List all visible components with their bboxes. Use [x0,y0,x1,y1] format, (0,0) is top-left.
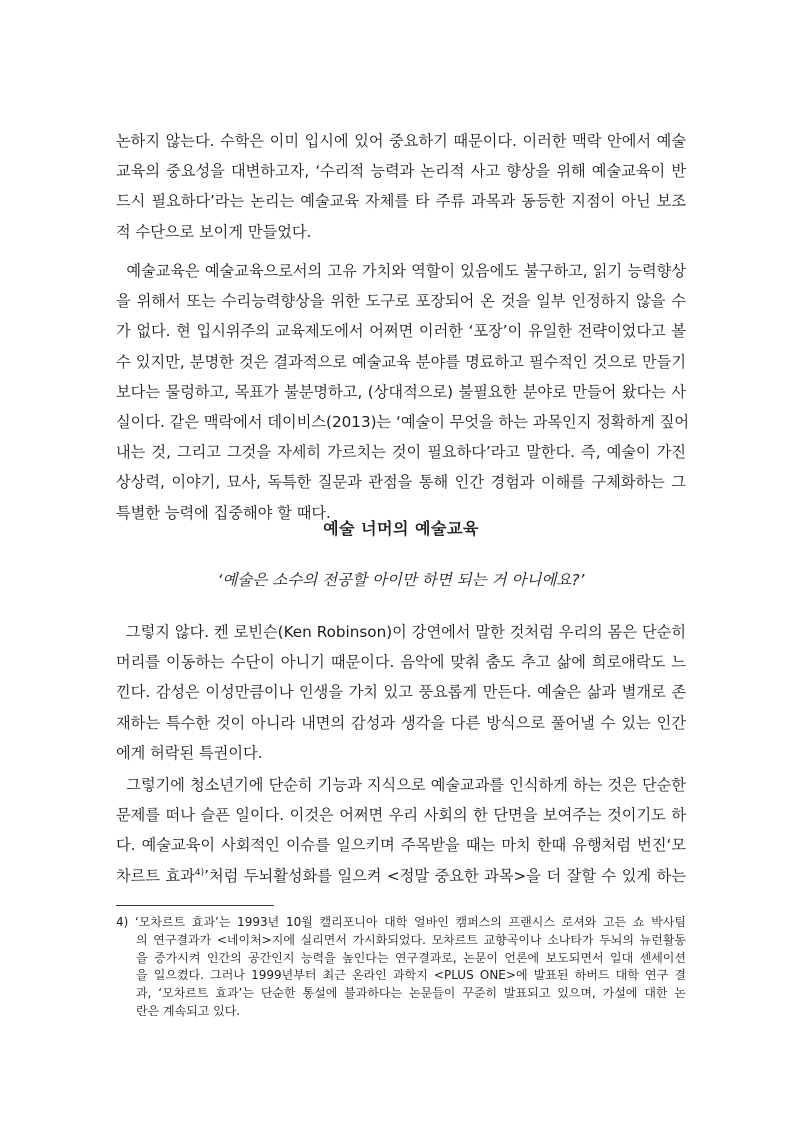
paragraph-line: 재하는 특수한 것이 아니라 내면의 감성과 생각을 다른 방식으로 풀어낼 수 있는 인간 [116,713,686,732]
paragraph-line: 다. 예술교육이 사회적인 이슈를 일으키며 주목받을 때는 마치 한때 유행처럼 번진‘모 [116,836,686,855]
paragraph-line: 가 없다. 현 입시위주의 교육제도에서 어쩌면 이러한 ‘포장’이 유일한 전략이었다고 볼 [116,322,686,341]
paragraph-line: 수 있지만, 분명한 것은 결과적으로 예술교육 분야를 명료하고 필수적인 것으로 만들기 [116,352,686,371]
paragraph-text: ’처럼 두뇌활성화를 일으켜 <정말 중요한 과목>을 더 잘할 수 있게 하는 [204,866,686,885]
section-heading: 예술 너머의 예술교육 [323,519,479,538]
footnote-line: 4) ‘모차르트 효과’는 1993년 10월 캘리포니아 대학 얼바인 캠퍼스의 프랜시스 로셔와 고든 쇼 박사팀 [116,915,686,929]
paragraph-line-with-footnote [116,861,686,891]
paragraph-text: 차르트 효과 [116,866,195,885]
paragraph-line: 보다는 물렁하고, 목표가 불분명하고, (상대적으로) 불필요한 분야로 만들어 왔다는 사 [116,382,686,401]
section-quote: ‘예술은 소수의 전공할 아이만 하면 되는 거 아니에요?’ [217,571,585,589]
paragraph-1 [116,126,686,247]
paragraph-line: 그렇기에 청소년기에 단순히 기능과 지식으로 예술교과를 인식하게 하는 것은 단순한 [116,776,686,794]
paragraph-line: 그렇지 않다. 켄 로빈슨(Ken Robinson)이 강연에서 말한 것처럼 우리의 몸은 단순히 [116,623,686,641]
footnote-reference[interactable]: 4) [194,867,205,878]
footnote-divider [116,905,274,906]
footnote-line: 을 증가시켜 인간의 공간인지 능력을 높인다는 연구결과로, 논문이 언론에 보도되면서 일대 센세이션 [136,950,686,965]
paragraph-line: 내는 것, 그리고 그것을 자세히 가르치는 것이 필요하다’라고 말한다. 즉, 예술이 가진 [116,443,686,462]
paragraph-line: 문제를 떠나 슬픈 일이다. 이것은 어쩌면 우리 사회의 한 단면을 보여주는 것이기도 하 [116,806,686,825]
paragraph-line: 머리를 이동하는 수단이 아니기 때문이다. 음악에 맞춰 춤도 추고 삶에 희로애락도 느 [116,653,686,672]
footnote-line: 과, ‘모차르트 효과’는 단순한 통설에 불과하다는 논문들이 꾸준히 발표되고 있으며, 가설에 대한 논 [136,986,686,1001]
paragraph-3 [116,617,686,768]
footnote-line: 란은 계속되고 있다. [136,1003,241,1018]
paragraph-line: 실이다. 같은 맥락에서 데이비스(2013)는 ‘예술이 무엇을 하는 과목인지 정확하게 짚어 [116,413,690,432]
paragraph-4 [116,770,686,891]
paragraph-line: 예술교육은 예술교육으로서의 고유 가치와 역할이 있음에도 불구하고, 읽기 능력향상 [116,262,686,280]
footnote [116,914,686,1021]
paragraph-line: 논하지 않는다. 수학은 이미 입시에 있어 중요하기 때문이다. 이러한 맥락 안에서 예술 [116,132,686,150]
paragraph-line: 드시 필요하다’라는 논리는 예술교육 자체를 타 주류 과목과 동등한 지점이 아닌 보조 [116,192,686,211]
paragraph-line: 적 수단으로 보이게 만들었다. [116,222,312,241]
footnote-line: 의 연구결과가 <네이처>지에 실리면서 가시화되었다. 모차르트 교향곡이나 소나타가 두뇌의 뉴런활동 [136,932,686,947]
paragraph-2 [116,256,690,528]
paragraph-line: 낀다. 감성은 이성만큼이나 인생을 가치 있고 풍요롭게 만든다. 예술은 삶과 별개로 존 [116,683,686,702]
paragraph-line: 특별한 능력에 집중해야 할 때다. [116,503,331,522]
paragraph-line: 을 위해서 또는 수리능력향상을 위한 도구로 포장되어 온 것을 일부 인정하지 않을 수 [116,292,686,311]
paragraph-line: 상상력, 이야기, 묘사, 독특한 질문과 관점을 통해 인간 경험과 이해를 구체화하는 그 [116,473,686,492]
paragraph-line: 교육의 중요성을 대변하고자, ‘수리적 능력과 논리적 사고 향상을 위해 예술교육이 반 [116,162,686,181]
paragraph-line: 에게 허락된 특권이다. [116,743,263,762]
footnote-line: 을 일으켰다. 그러나 1999년부터 최근 온라인 과학지 <PLUS ONE>에 발표된 하버드 대학 연구 결 [136,968,686,983]
